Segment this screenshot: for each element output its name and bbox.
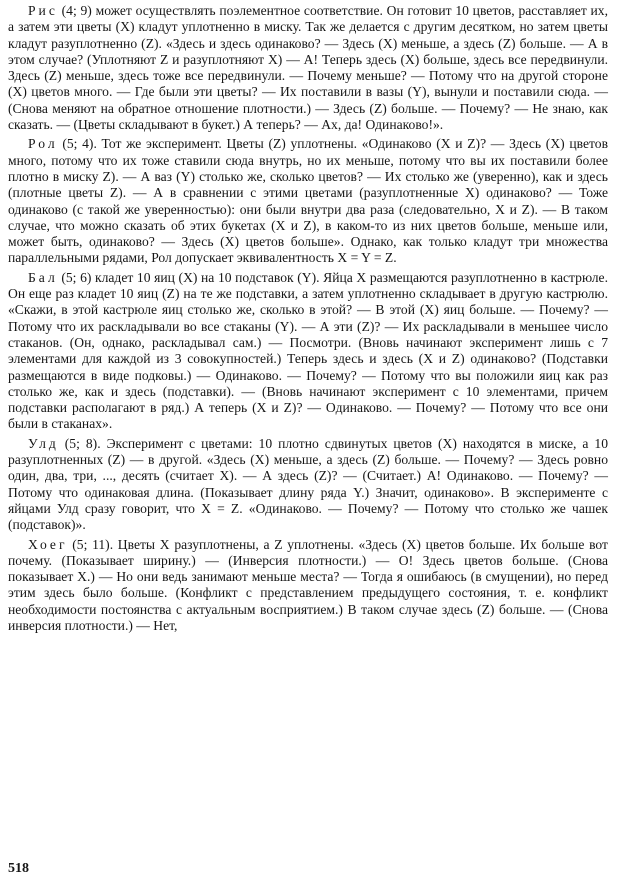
paragraph-text: (4; 9) может осуществлять поэлементное соответствие. Он готовит 10 цветов, расставляет их, а затем эти цветы (X) кладут уплотненно в миску. Так же делается с другим десятком, но затем цветы кладут разуплотненно (Z). «Здесь и здесь одинаково? — Здесь (X) меньше, а здесь (Z) больше. — А в этом случае? (Уплотняют Z и разуплотняют X) — А! Теперь здесь (X) больше, здесь все передвинули. Здесь (Z) меньше, здесь тоже все передвинули. — Почему меньше? — Потому что на другой стороне (X) цветов много. — Где были эти цветы? — Их поставили в вазы (Y), вынули и поставили сюда. — (Снова меняют на обратное отношение плотности.) — Здесь (Z) больше. — Почему? — Не знаю, как сказать. — (Цветы складывают в букет.) А теперь? — Ах, да! Одинаково!». — [8, 3, 608, 133]
paragraph-ris — [8, 3, 608, 133]
paragraph-text: (5; 11). Цветы X разуплотнены, а Z уплотнены. «Здесь (X) цветов больше. Их больше вот почему. (Показывает ширину.) — (Инверсия плотности.) — О! Здесь цветов больше. (Снова показывает X.) — Но они ведь занимают меньше места? — Тогда я ошибаюсь (в смущении), но перед этим здесь было больше. (Конфликт с представлением предыдущего состояния, т. е. конфликт необходимости постоянства с актуальным восприятием.) В таком случае здесь (Z) больше. — (Снова инверсия плотности.) — Нет, — [8, 536, 608, 633]
paragraph-text: (5; 8). Эксперимент с цветами: 10 плотно сдвинутых цветов (X) находятся в миске, а 10 разуплотненных (Z) — в другой. «Здесь (X) меньше, а здесь (Z) больше. — Почему? — Здесь ровно один, два, три, ..., десять (считает X). — А здесь (Z)? — (Считает.) А! Одинаково. — Почему? — Потому что одинаковая длина. (Показывает длину ряда Y.) Значит, одинаково». В эксперименте с яйцами Улд сразу говорит, что X = Z. «Одинаково. — Почему? — Потому что столько же чашек (подставок)». — [8, 435, 608, 533]
page-number: 518 — [8, 860, 29, 876]
paragraph-text: (5; 6) кладет 10 яиц (X) на 10 подставок (Y). Яйца X размещаются разуплотненно в кастрюле. Он еще раз кладет 10 яиц (Z) на те же подставки, а затем уплотненно складывает в другую кастрюлю. «Скажи, в этой кастрюле яиц столько же, сколько в этой? — В этой (X) яиц больше. — Почему? — Потому что их раскладывали во все стаканы (Y). — А эти (Z)? — Их раскладывали в меньшее число стаканов. (Он, однако, раскладывал сам.) — Посмотри. (Вновь начинают эксперимент лишь с 7 элементами для каждой из 3 совокупностей.) Теперь здесь и здесь (X и Z) одинаково? (Подставки размещаются в виде подковы.) — Одинаково. — Почему? — Потому что вы положили яиц как раз столько же, как и здесь (подставки). — (Вновь начинают эксперимент с 10 элементами, причем подставки располагают в ряд.) А теперь (X и Z)? — Одинаково. — Почему? — Потому что все они были в стаканах». — [8, 269, 608, 432]
speaker-name: Рол — [28, 136, 58, 152]
paragraph-text: (5; 4). Тот же эксперимент. Цветы (Z) уплотнены. «Одинаково (X и Z)? — Здесь (X) цветов много, потому что их тоже ставили сюда внутрь, но их меньше, потому что вы их поставили более плотно в миску Z). — А ваз (Y) столько же, сколько цветов? — Их столько же (уверенно), как и здесь (плотные цветы Z). — А в сравнении с этими цветами (разуплотненные X) одинаково? — Тоже одинаково (с такой же уверенностью): они были внутри два раза (следовательно, X и Z). — В таком случае, что можно сказать об этих букетах (X и Z), в каком-то из них цветов больше, меньше или, может быть, одинаково? — Здесь (X) цветов больше». Однако, как только кладут три множества параллельными рядами, Рол допускает эквивалентность X = Y = Z. — [8, 136, 608, 266]
speaker-name: Улд — [28, 435, 59, 451]
paragraph-uld — [8, 436, 608, 534]
paragraph-rol — [8, 136, 608, 266]
paragraph-bal — [8, 270, 608, 433]
speaker-name: Хоег — [28, 536, 68, 552]
speaker-name: Рис — [28, 3, 58, 18]
paragraph-hoeg — [8, 537, 608, 635]
speaker-name: Бал — [28, 269, 58, 285]
